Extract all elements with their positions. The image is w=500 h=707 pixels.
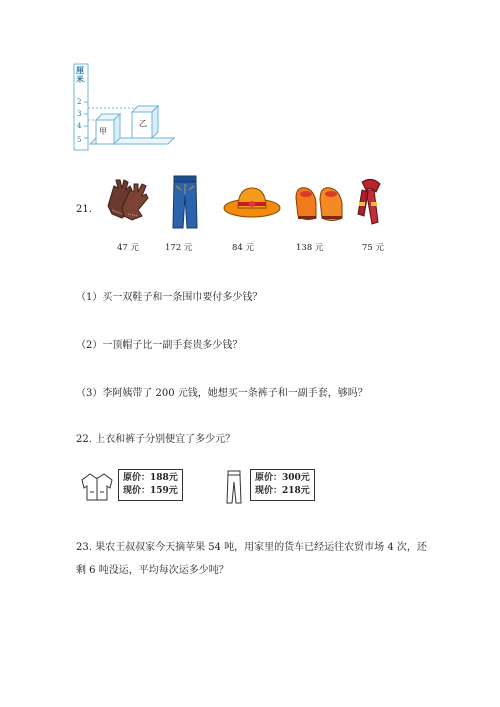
ruler-tick-3: 3	[77, 110, 82, 118]
pants-current-price: 现价：218元	[255, 486, 310, 496]
hat-icon	[222, 184, 282, 222]
question-21-sub3: （3）李阿姨带了 200 元钱，她想买一条裤子和一副手套，够吗？	[76, 388, 368, 399]
box-a-label: 甲	[99, 127, 107, 136]
price-scarf: 75 元	[362, 243, 385, 253]
coat-original-price: 原价：188元	[123, 473, 178, 483]
price-hat: 84 元	[232, 243, 255, 253]
box-b-label: 乙	[139, 119, 147, 128]
ruler-figure	[70, 62, 180, 154]
price-jeans: 172 元	[165, 243, 193, 253]
pants-original-price: 原价：300元	[255, 473, 310, 483]
question-23-line1: 23. 果农王叔叔家今天摘苹果 54 吨，用家里的货车已经运往农贸市场 4 次，还	[76, 542, 427, 553]
question-21-number: 21.	[76, 204, 92, 215]
shoes-icon	[292, 176, 346, 228]
coat-current-price: 现价：159元	[123, 486, 178, 496]
coat-price-box	[118, 469, 183, 501]
ruler-tick-2: 2	[77, 98, 82, 106]
price-shoes: 138 元	[296, 243, 324, 253]
pants-price-box	[250, 469, 315, 501]
ruler-diagram	[70, 62, 180, 154]
question-21-sub2: （2）一顶帽子比一副手套贵多少钱？	[76, 340, 243, 351]
ruler-unit-label: 厘米	[76, 65, 84, 84]
question-23-line2: 剩 6 吨没运，平均每次运多少吨？	[76, 565, 229, 576]
jeans-icon	[170, 174, 200, 234]
pants-icon	[226, 470, 242, 508]
scarf-icon	[354, 176, 388, 230]
question-21-sub1: （1）买一双鞋子和一条围巾要付多少钱？	[76, 292, 263, 303]
price-gloves: 47 元	[117, 243, 140, 253]
ruler-tick-4: 4	[77, 122, 82, 130]
gloves-icon	[100, 176, 152, 226]
ruler-tick-5: 5	[77, 136, 82, 144]
coat-icon	[80, 472, 114, 506]
question-22-text: 22. 上衣和裤子分别便宜了多少元？	[76, 434, 236, 445]
